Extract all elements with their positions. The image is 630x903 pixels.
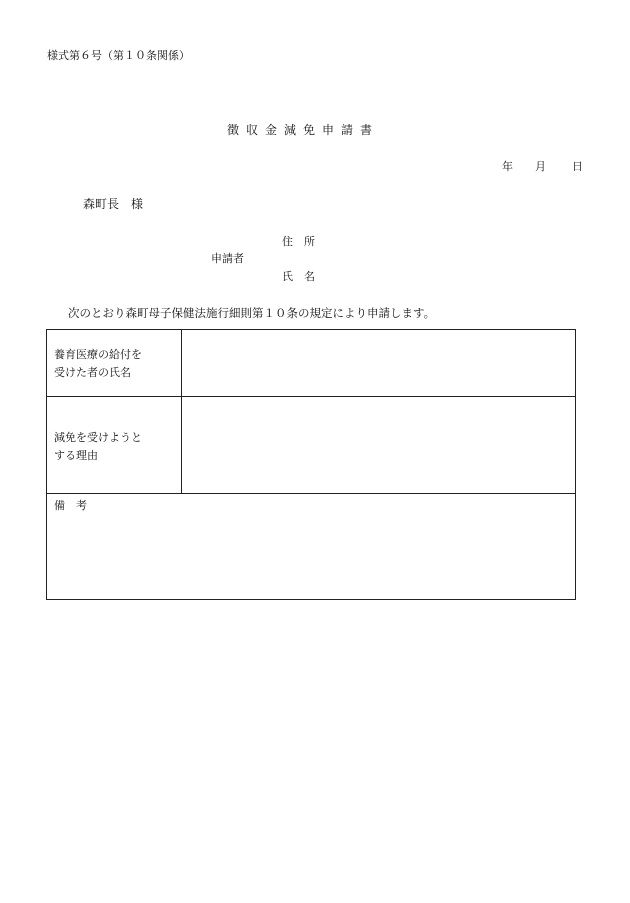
applicant-label: 申請者 bbox=[211, 252, 244, 265]
application-form-table bbox=[46, 329, 576, 600]
address-label: 住 所 bbox=[282, 235, 315, 248]
form-number: 様式第６号（第１０条関係） bbox=[47, 49, 190, 62]
date-month-label: 月 bbox=[535, 160, 546, 173]
recipient-name-label-line2: 受けた者の氏名 bbox=[54, 366, 131, 379]
addressee: 森町長 様 bbox=[83, 197, 144, 211]
table-row-divider bbox=[47, 493, 575, 494]
name-label: 氏 名 bbox=[282, 270, 315, 283]
application-statement: 次のとおり森町母子保健法施行細則第１０条の規定により申請します。 bbox=[68, 306, 436, 320]
recipient-name-label-line1: 養育医療の給付を bbox=[54, 348, 142, 361]
date-year-label: 年 bbox=[502, 160, 513, 173]
reduction-reason-field[interactable] bbox=[182, 397, 575, 492]
reduction-reason-label-line2: する理由 bbox=[54, 449, 98, 462]
recipient-name-field[interactable] bbox=[182, 330, 575, 395]
remarks-label: 備 考 bbox=[54, 499, 87, 512]
reduction-reason-label-line1: 減免を受けようと bbox=[54, 431, 142, 444]
remarks-field[interactable] bbox=[47, 520, 575, 599]
document-title: 徴収金減免申請書 bbox=[227, 123, 380, 137]
date-day-label: 日 bbox=[572, 160, 583, 173]
